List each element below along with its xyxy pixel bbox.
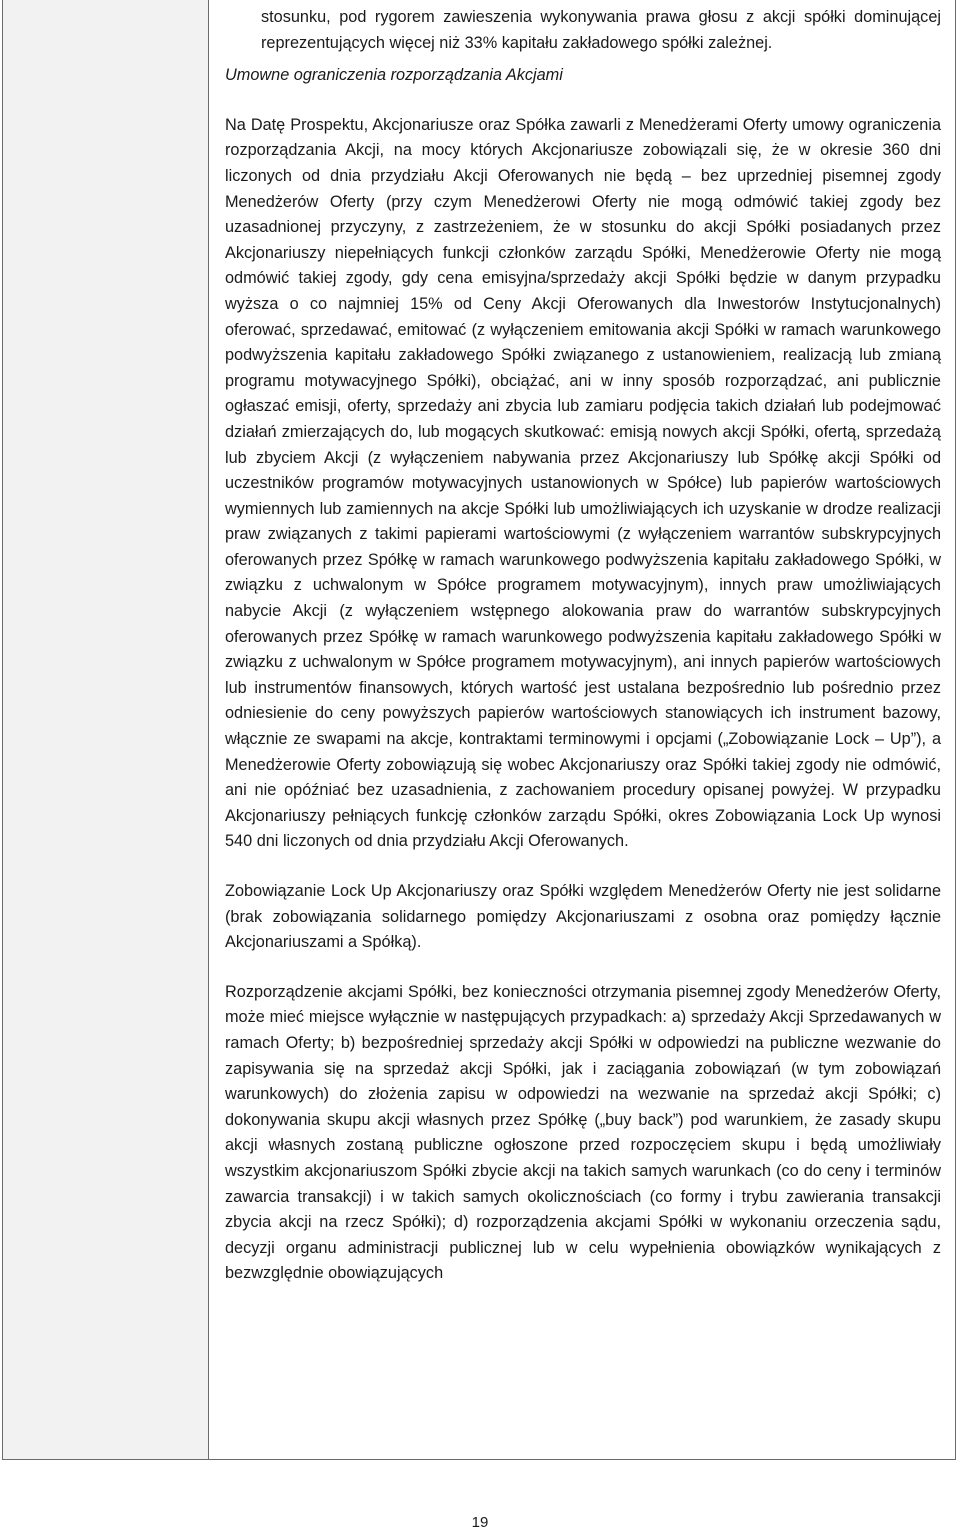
paragraph-lock-up-agreement: Na Datę Prospektu, Akcjonariusze oraz Spółka zawarli z Menedżerami Oferty umowy ograniczenia rozporządzania Akcji, na mocy których Akcjonariusze zobowiązali się, że w okresie 360 dni liczonych od dnia przydziału Akcji Oferowanych nie będą – bez uprzedniej pisemnej zgody Menedżerów Oferty (przy czym Menedżerowi Oferty nie mogą odmówić takiej zgody bez uzasadnionej przyczyny, z zastrzeżeniem, że w stosunku do akcji Spółki posiadanych przez Akcjonariuszy niepełniących funkcji członków zarządu Spółki, Menedżerowie Oferty nie mogą odmówić takiej zgody, gdy cena emisyjna/sprzedaży akcji Spółki będzie w danym przypadku wyższa o co najmniej 15% od Ceny Akcji Oferowanych dla Inwestorów Instytucjonalnych) oferować, sprzedawać, emitować (z wyłączeniem emitowania akcji Spółki w ramach warunkowego podwyższenia kapitału zakładowego Spółki związanego z ustanowieniem, realizacją lub zmianą programu motywacyjnego Spółki), obciążać, ani w inny sposób rozporządzać, ani publicznie ogłaszać emisji, oferty, sprzedaży ani zbycia lub zamiaru podjęcia takich działań lub podejmować działań zmierzających do, lub mogących skutkować: emisją nowych akcji Spółki, ofertą, sprzedażą lub zbyciem Akcji (z wyłączeniem nabywania przez Akcjonariuszy lub Spółkę akcji Spółki od uczestników programów motywacyjnych ustanowionych w Spółce) lub papierów wartościowych wymiennych lub zamiennych na akcje Spółki lub umożliwiających ich uzyskanie w drodze realizacji praw związanych z takimi papierami wartościowymi (z wyłączeniem warrantów subskrypcyjnych oferowanych przez Spółkę w ramach warunkowego podwyższenia kapitału zakładowego Spółki, w związku z uchwalonym w Spółce programem motywacyjnym), innych praw umożliwiających nabycie Akcji (z wyłączeniem wstępnego alokowania praw do warrantów subskrypcyjnych oferowanych przez Spółkę w ramach warunkowego podwyższenia kapitału zakładowego Spółki w związku z uchwalonym w Spółce programem motywacyjnym), ani innych papierów wartościowych lub instrumentów finansowych, których wartość jest ustalana bezpośrednio lub pośrednio przez odniesienie do ceny powyższych papierów wartościowych stanowiących ich instrument bazowy, włącznie ze swapami na akcje, kontraktami terminowymi i opcjami („Zobowiązanie Lock – Up”), a Menedżerowie Oferty zobowiązują się wobec Akcjonariuszy oraz Spółki takiej zgody nie odmówić, ani nie opóźniać bez uzasadnienia, z zachowaniem procedury opisanej powyżej. W przypadku Akcjonariuszy pełniących funkcję członków zarządu Spółki, okres Zobowiązania Lock Up wynosi 540 dni liczonych od dnia przydziału Akcji Oferowanych. [225,115,941,851]
table-right-column [209,0,955,1459]
content-table [2,0,956,1460]
paragraph-permitted-disposals: Rozporządzenie akcjami Spółki, bez konieczności otrzymania pisemnej zgody Menedżerów Oferty, może mieć miejsce wyłącznie w następujących przypadkach: a) sprzedaży Akcji Sprzedawanych w ramach Oferty; b) bezpośredniej sprzedaży akcji Spółki w odpowiedzi na publiczne wezwanie do zapisywania się na sprzedaż akcji Spółki, jak i zaciągania zobowiązań (w tym zobowiązań warunkowych) do złożenia zapisu w odpowiedzi na wezwanie na sprzedaż akcji Spółki; c) dokonywania skupu akcji własnych przez Spółkę („buy back”) pod warunkiem, że zasady skupu akcji własnych zostaną publiczne ogłoszone przed rozpoczęciem skupu i będą umożliwiały wszystkim akcjonariuszom Spółki zbycie akcji na takich samych warunkach (co do ceny i terminów zawarcia transakcji) i w takich samych okolicznościach (co formy i trybu zawierania transakcji zbycia akcji na rzecz Spółki); d) rozporządzenia akcjami Spółki w wykonaniu orzeczenia sądu, decyzji organu administracji publicznej lub w celu wypełnienia obowiązków wynikających z bezwzględnie obowiązujących [225,982,941,1283]
section-heading: Umowne ograniczenia rozporządzania Akcjami [225,66,563,85]
continued-paragraph: stosunku, pod rygorem zawieszenia wykonywania prawa głosu z akcji spółki dominującej reprezentujących więcej niż 33% kapitału zakładowego spółki zależnej. [261,8,941,52]
table-left-column [3,0,209,1459]
page-number: 19 [471,1514,489,1531]
paragraph-not-joint-obligation: Zobowiązanie Lock Up Akcjonariuszy oraz Spółki względem Menedżerów Oferty nie jest solidarne (brak zobowiązania solidarnego pomiędzy Akcjonariuszami z osobna oraz pomiędzy łącznie Akcjonariuszami a Spółką). [225,882,941,952]
